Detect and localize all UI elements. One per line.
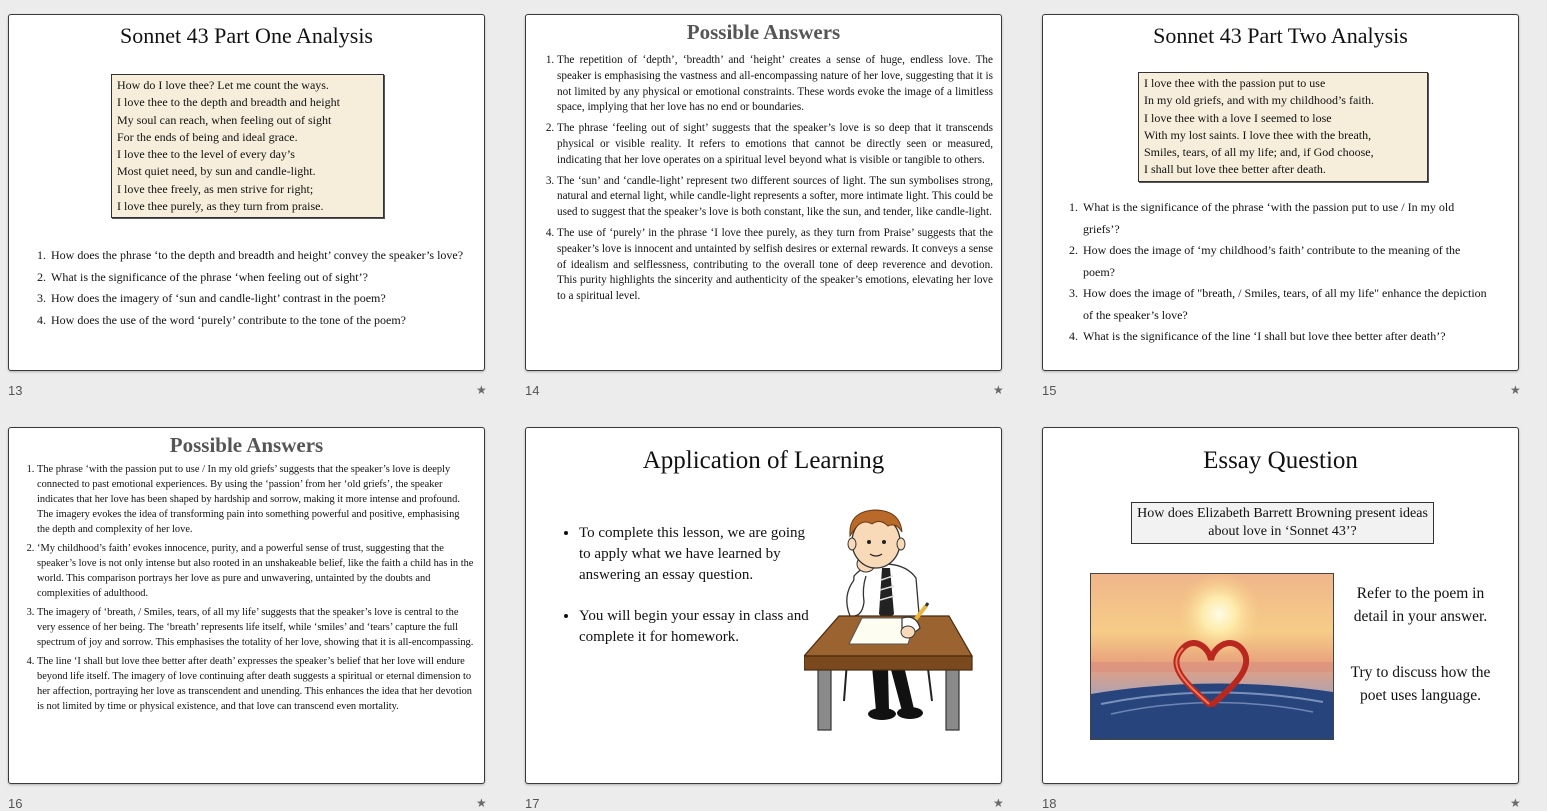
- slide-number: 17: [525, 796, 540, 811]
- instruction-discuss: Try to discuss how the poet uses language.: [1350, 664, 1491, 704]
- answer-item: 1. The repetition of ‘depth’, ‘breadth’ and ‘height’ creates a sense of huge, endless love. The speaker is emphasising the vastness and all-encompassing nature of her love, suggesting that it is not limited by any physical or emotional constraints. These words evoke the image of a limitless space, implying that her love has no end or boundaries.: [557, 53, 993, 116]
- star-icon[interactable]: ★: [993, 383, 1004, 397]
- poem-extract-box: [1138, 72, 1428, 182]
- bullet-item: • To complete this lesson, we are going to apply what we have learned by answering an essay question.: [579, 523, 809, 586]
- answer-item: 1. The phrase ‘with the passion put to use / In my old griefs’ suggests that the speaker’s love is deeply connected to past emotional experiences. By using the ‘passion’ from her ‘old griefs’, the speaker indicates that her love has been shaped by hardship and sorrow, making it more intense and profound. The imagery evokes the idea of transforming pain into something powerful and positive, emphasising the depth and complexity of her love.: [37, 462, 474, 537]
- star-icon[interactable]: ★: [476, 383, 487, 397]
- star-icon[interactable]: ★: [993, 796, 1004, 810]
- slide-number: 15: [1042, 383, 1057, 398]
- essay-question-box: How does Elizabeth Barrett Browning present ideas about love in ‘Sonnet 43’?: [1131, 502, 1434, 544]
- slide-number: 16: [8, 796, 23, 811]
- question-item: 4. How does the use of the word ‘purely’ contribute to the tone of the poem?: [49, 310, 464, 332]
- poem-line: Most quiet need, by sun and candle-light.: [117, 164, 316, 179]
- question-item: 2. What is the significance of the phrase ‘when feeling out of sight’?: [49, 267, 464, 289]
- question-item: 3. How does the imagery of ‘sun and candle-light’ contrast in the poem?: [49, 288, 464, 310]
- poem-line: I love thee to the depth and breadth and height: [117, 95, 340, 110]
- answer-item: 4. The use of ‘purely’ in the phrase ‘I love thee purely, as they turn from Praise’ suggests that the speaker’s love is innocent and untainted by selfish desires or external rewards. It conveys a sense of idealism and selflessness, contributing to the overall tone of deep reverence and devotion. This purity highlights the sincerity and authenticity of the speaker’s emotions, elevating her love to a spiritual level.: [557, 226, 993, 305]
- poem-line: In my old griefs, and with my childhood’s faith.: [1144, 93, 1374, 108]
- question-list: [9, 245, 464, 331]
- answer-item: 2. ‘My childhood’s faith’ evokes innocence, purity, and a powerful sense of trust, suggesting that the speaker’s love is not only intense but also rooted in an unshakeable belief, like the faith a child has in the world. This comparison portrays her love as pure and unwavering, untainted by the doubts and complexities of adulthood.: [37, 541, 474, 601]
- slide-13[interactable]: [8, 14, 485, 371]
- bullet-list: [559, 523, 809, 668]
- slide-number: 14: [525, 383, 540, 398]
- question-item: 1. How does the phrase ‘to the depth and breadth and height’ convey the speaker’s love?: [49, 245, 464, 267]
- poem-line: I love thee with the passion put to use: [1144, 76, 1326, 90]
- answer-list: [9, 462, 474, 718]
- slide-16[interactable]: [8, 427, 485, 784]
- poem-line: I love thee with a love I seemed to lose: [1144, 110, 1332, 125]
- question-item: 1. What is the significance of the phrase ‘with the passion put to use / In my old griefs’?: [1081, 197, 1493, 240]
- question-item: 2. How does the image of ‘my childhood’s faith’ contribute to the meaning of the poem?: [1081, 240, 1493, 283]
- answer-item: 4. The line ‘I shall but love thee better after death’ expresses the speaker’s belief that her love will endure beyond life itself. The imagery of love continuing after death suggests a spiritual or eternal dimension to her affection, portraying her love as transcendent and unending. This enhances the idea that her devotion is not limited by time or physical existence, and that love can transcend even mortality.: [37, 654, 474, 714]
- question-item: 4. What is the significance of the line ‘I shall but love thee better after death’?: [1081, 326, 1493, 348]
- instruction-refer: Refer to the poem in detail in your answer.: [1353, 585, 1488, 625]
- slide-title: Sonnet 43 Part Two Analysis: [1153, 23, 1408, 48]
- answer-item: 3. The imagery of ‘breath, / Smiles, tears, of all my life’ suggests that the speaker’s love is central to the very essence of her being. The ‘breath’ represents life itself, while ‘smiles’ and ‘tears’ capture the full spectrum of joy and sorrow. This emphasises the totality of her love, showing that it is all-encompassing.: [37, 605, 474, 650]
- slide-15[interactable]: [1042, 14, 1519, 371]
- poem-line: With my lost saints. I love thee with the breath,: [1144, 127, 1372, 142]
- poem-extract-box: [111, 74, 384, 218]
- answer-item: 2. The phrase ‘feeling out of sight’ suggests that the speaker’s love is so deep that it transcends physical or visible reality. It refers to emotions that cannot be directly seen or measured, indicating that her love operates on a spiritual level beyond what is visible or tangible to others.: [557, 121, 993, 168]
- student-writing-illustration: [804, 506, 974, 736]
- slide-number: 13: [8, 383, 23, 398]
- answer-list: [532, 53, 993, 310]
- star-icon[interactable]: ★: [1510, 796, 1521, 810]
- star-icon[interactable]: ★: [1510, 383, 1521, 397]
- poem-line: For the ends of being and ideal grace.: [117, 129, 298, 144]
- slide-title: Possible Answers: [686, 20, 841, 44]
- slide-title: Essay Question: [1203, 447, 1358, 474]
- star-icon[interactable]: ★: [476, 796, 487, 810]
- slide-title: Application of Learning: [642, 447, 885, 474]
- slide-18[interactable]: [1042, 427, 1519, 784]
- heart-book-sunset-image: [1090, 573, 1334, 740]
- poem-line: How do I love thee? Let me count the ways.: [117, 78, 329, 92]
- slide-number: 18: [1042, 796, 1057, 811]
- slide-17[interactable]: [525, 427, 1002, 784]
- question-item: 3. How does the image of "breath, / Smiles, tears, of all my life" enhance the depiction of the speaker’s love?: [1081, 283, 1493, 326]
- poem-line: I love thee to the level of every day’s: [117, 147, 295, 162]
- poem-line: Smiles, tears, of all my life; and, if God choose,: [1144, 145, 1374, 160]
- bullet-item: • You will begin your essay in class and complete it for homework.: [579, 606, 809, 648]
- question-list: [1043, 197, 1493, 348]
- slide-title: Sonnet 43 Part One Analysis: [120, 23, 373, 48]
- slide-14[interactable]: [525, 14, 1002, 371]
- poem-line: My soul can reach, when feeling out of sight: [117, 112, 332, 127]
- poem-line: I love thee freely, as men strive for right;: [117, 181, 314, 196]
- slide-title: Possible Answers: [169, 433, 324, 457]
- answer-item: 3. The ‘sun’ and ‘candle-light’ represent two different sources of light. The sun symbolises strong, natural and eternal light, while candle-light represents a softer, more intimate light. This could be used to suggest that the speaker’s love is both constant, like the sun, and tender, like candle-light.: [557, 174, 993, 221]
- poem-line: I love thee purely, as they turn from praise.: [117, 199, 324, 214]
- poem-line: I shall but love thee better after death.: [1144, 162, 1326, 177]
